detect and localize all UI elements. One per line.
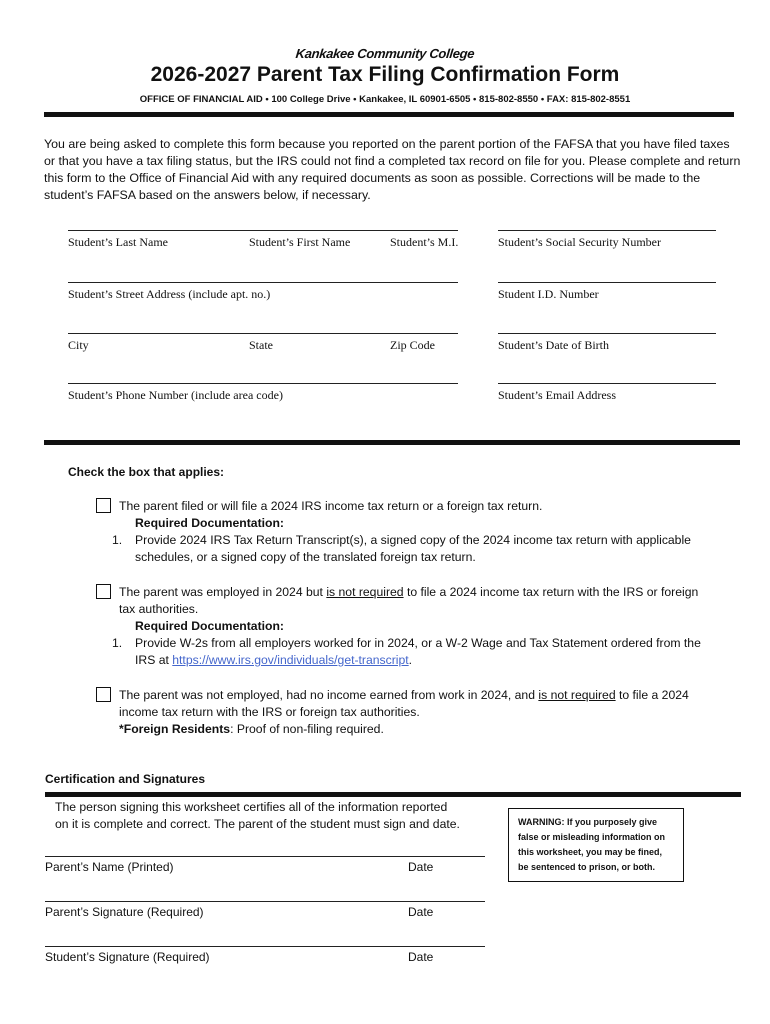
check-heading: Check the box that applies: bbox=[68, 465, 225, 479]
student-signature-date-label: Date bbox=[408, 950, 434, 964]
option-not-employed-text-line2: income tax return with the IRS or foreign tax authorities. bbox=[119, 705, 420, 719]
option-employed-checkbox[interactable] bbox=[96, 584, 111, 599]
certification-text-line2: on it is complete and correct. The parent of the student must sign and date. bbox=[55, 817, 460, 831]
id-number-label: Student I.D. Number bbox=[498, 287, 599, 301]
option-employed-text-underlined: is not required bbox=[326, 585, 404, 599]
option-employed-text-post: to file a 2024 income tax return with the IRS or foreign bbox=[403, 585, 699, 599]
option-filed-text: The parent filed or will file a 2024 IRS income tax return or a foreign tax return. bbox=[119, 499, 543, 513]
phone-fill-line[interactable] bbox=[68, 383, 458, 384]
office-contact-line: OFFICE OF FINANCIAL AID • 100 College Drive • Kankakee, IL 60901-6505 • 815-802-8550 • FAX: 815-802-8551 bbox=[139, 94, 631, 105]
option-employed-doc-line2 bbox=[135, 652, 412, 669]
warning-line4: be sentenced to prison, or both. bbox=[518, 862, 656, 872]
certification-heading: Certification and Signatures bbox=[45, 772, 206, 786]
period-text: . bbox=[408, 653, 413, 667]
foreign-residents-label: *Foreign Residents bbox=[119, 722, 231, 736]
email-label: Student’s Email Address bbox=[498, 388, 616, 402]
certification-divider bbox=[45, 792, 741, 797]
zip-label: Zip Code bbox=[390, 338, 435, 352]
ssn-fill-line[interactable] bbox=[498, 230, 716, 231]
email-fill-line[interactable] bbox=[498, 383, 716, 384]
option-not-employed-text-post: to file a 2024 bbox=[615, 688, 689, 702]
warning-line2: false or misleading information on bbox=[518, 832, 666, 842]
option-not-employed-text-pre: The parent was not employed, had no income earned from work in 2024, and bbox=[119, 688, 539, 702]
parent-name-fill-line[interactable] bbox=[45, 856, 485, 857]
dob-fill-line[interactable] bbox=[498, 333, 716, 334]
foreign-residents-note bbox=[119, 721, 384, 738]
last-name-label: Student’s Last Name bbox=[68, 235, 168, 249]
option-employed-doc-line1: Provide W-2s from all employers worked for in 2024, or a W-2 Wage and Tax Statement ordered from the bbox=[135, 636, 701, 650]
irs-transcript-link[interactable]: https://www.irs.gov/individuals/get-transcript bbox=[172, 653, 409, 667]
id-number-fill-line[interactable] bbox=[498, 282, 716, 283]
parent-signature-fill-line[interactable] bbox=[45, 901, 485, 902]
address-fill-line[interactable] bbox=[68, 282, 458, 283]
dob-label: Student’s Date of Birth bbox=[498, 338, 609, 352]
required-doc-label: Required Documentation: bbox=[135, 516, 284, 530]
irs-at-text: IRS at bbox=[135, 653, 173, 667]
list-number: 1. bbox=[112, 533, 123, 547]
student-signature-fill-line[interactable] bbox=[45, 946, 485, 947]
option-employed-text-line2: tax authorities. bbox=[119, 602, 199, 616]
parent-name-date-label: Date bbox=[408, 860, 434, 874]
parent-signature-label: Parent’s Signature (Required) bbox=[45, 905, 204, 919]
city-state-zip-fill-line[interactable] bbox=[68, 333, 458, 334]
form-title: 2026-2027 Parent Tax Filing Confirmation Form bbox=[150, 63, 620, 86]
parent-name-label: Parent’s Name (Printed) bbox=[45, 860, 174, 874]
warning-box bbox=[508, 808, 684, 882]
section-divider bbox=[44, 440, 740, 445]
parent-signature-date-label: Date bbox=[408, 905, 434, 919]
warning-line3: this worksheet, you may be fined, bbox=[518, 847, 663, 857]
mi-label: Student’s M.I. bbox=[390, 235, 459, 249]
certification-text-line1: The person signing this worksheet certifies all of the information reported bbox=[55, 800, 448, 814]
option-filed-doc-line2: schedules, or a signed copy of the translated foreign tax return. bbox=[135, 550, 476, 564]
foreign-residents-text: : Proof of non-filing required. bbox=[230, 722, 384, 736]
list-number: 1. bbox=[112, 636, 123, 650]
intro-paragraph: You are being asked to complete this form because you reported on the parent portion of the FAFSA that you have filed taxes or that you have a tax filing status, but the IRS could not find a completed tax record on file for you. Please complete and return this form to the Office of Financial Aid with any required documents as soon as possible. Corrections will be made to the student’s FAFSA based on the answers below, if necessary. bbox=[44, 137, 741, 202]
option-employed-text bbox=[119, 584, 698, 601]
ssn-label: Student’s Social Security Number bbox=[498, 235, 661, 249]
city-label: City bbox=[68, 338, 89, 352]
student-signature-label: Student’s Signature (Required) bbox=[45, 950, 210, 964]
option-not-employed-text-underlined: is not required bbox=[538, 688, 616, 702]
first-name-label: Student’s First Name bbox=[249, 235, 351, 249]
option-not-employed-text bbox=[119, 687, 689, 704]
option-filed-checkbox[interactable] bbox=[96, 498, 111, 513]
option-employed-text-pre: The parent was employed in 2024 but bbox=[119, 585, 327, 599]
college-name: Kankakee Community College bbox=[294, 46, 476, 61]
required-doc-label: Required Documentation: bbox=[135, 619, 284, 633]
option-filed-doc-line1: Provide 2024 IRS Tax Return Transcript(s), a signed copy of the 2024 income tax return with applicable bbox=[135, 533, 691, 547]
name-fill-line[interactable] bbox=[68, 230, 458, 231]
address-label: Student’s Street Address (include apt. no.) bbox=[68, 287, 271, 301]
phone-label: Student’s Phone Number (include area code) bbox=[68, 388, 283, 402]
header-divider bbox=[44, 112, 734, 117]
warning-line1: WARNING: If you purposely give bbox=[518, 817, 658, 827]
option-not-employed-checkbox[interactable] bbox=[96, 687, 111, 702]
state-label: State bbox=[249, 338, 273, 352]
